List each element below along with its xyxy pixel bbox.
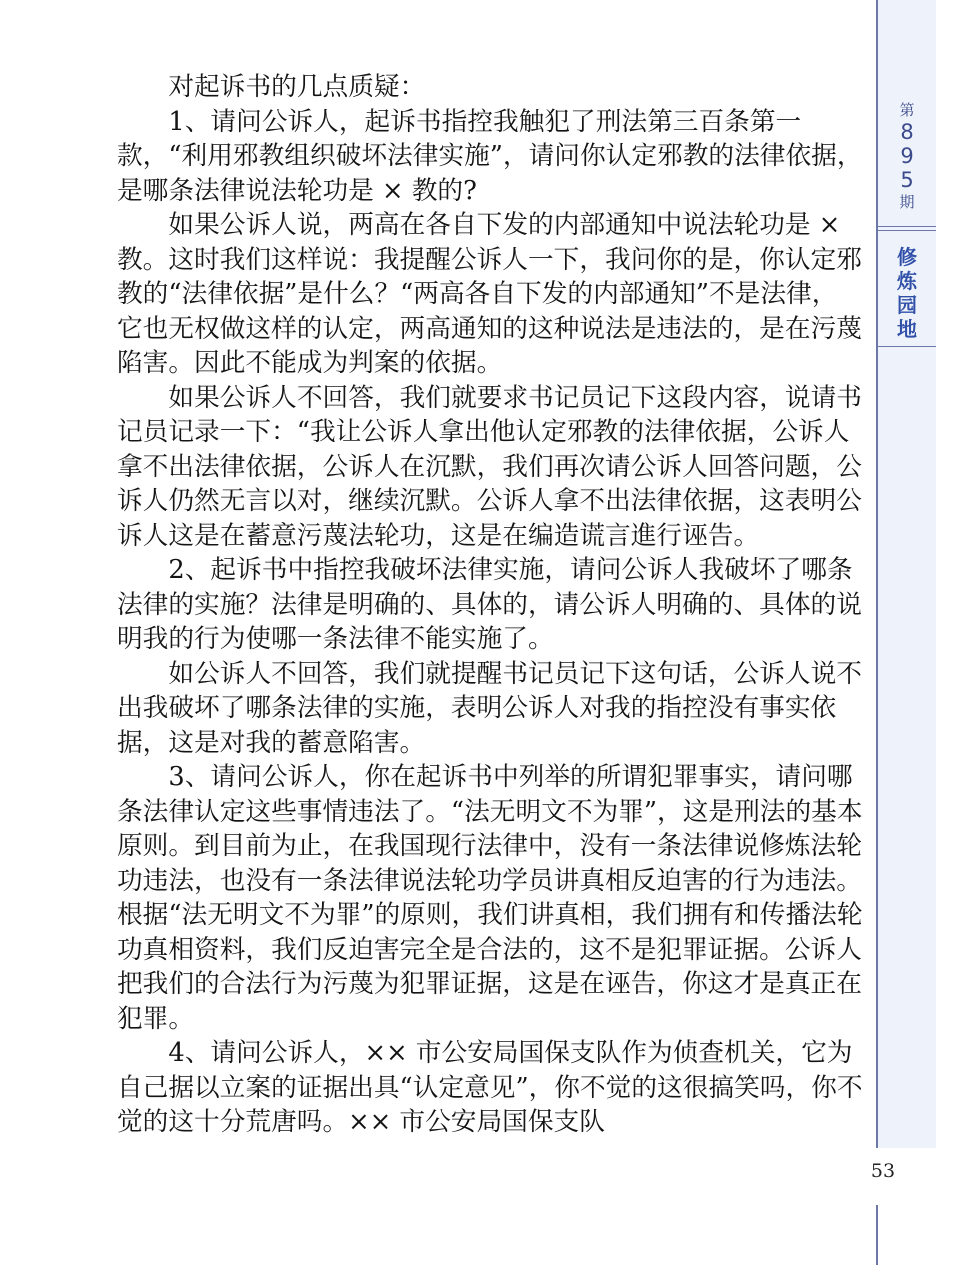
issue-suffix: 期 (899, 193, 915, 211)
article-body (117, 70, 863, 1140)
section-char: 园 (897, 293, 917, 317)
page-number: 53 (870, 1160, 896, 1182)
issue-prefix: 第 (899, 101, 915, 119)
section-char: 地 (897, 317, 917, 341)
section-char: 炼 (897, 269, 917, 293)
paragraph: 如果公诉人说，两高在各自下发的内部通知中说法轮功是 × 教。这时我们这样说：我提醒公诉人一下，我问你的是，你认定邪教的“法律依据”是什么？“两高各自下发的内部通知”不是法律，它也无权做这样的认定，两高通知的这种说法是违法的，是在污蔑陷害。因此不能成为判案的依据。 (117, 210, 862, 378)
issue-number (878, 100, 936, 224)
paragraph: 对起诉书的几点质疑： (168, 72, 426, 102)
issue-digit: 8 (900, 120, 914, 144)
paragraph: 4、请问公诉人，×× 市公安局国保支队作为侦查机关，它为自己据以立案的证据出具“认定意见”，你不觉的这很搞笑吗，你不觉的这十分荒唐吗。×× 市公安局国保支队 (117, 1038, 863, 1137)
sidebar-divider-line-bottom (876, 1205, 878, 1265)
paragraph: 2、起诉书中指控我破坏法律实施，请问公诉人我破坏了哪条法律的实施？法律是明确的、具体的，请公诉人明确的、具体的说明我的行为使哪一条法律不能实施了。 (117, 555, 862, 654)
paragraph: 如公诉人不回答，我们就提醒书记员记下这句话，公诉人说不出我破坏了哪条法律的实施，表明公诉人对我的指控没有事实依据，这是对我的蓄意陷害。 (117, 658, 862, 758)
sidebar-rule (878, 346, 936, 347)
paragraph: 3、请问公诉人，你在起诉书中列举的所谓犯罪事实，请问哪条法律认定这些事情违法了。“法无明文不为罪”，这是刑法的基本原则。到目前为止，在我国现行法律中，没有一条法律说修炼法轮功违法，也没有一条法律说法轮功学员讲真相反迫害的行为违法。根据“法无明文不为罪”的原则，我们讲真相，我们拥有和传播法轮功真相资料，我们反迫害完全是合法的，这不是犯罪证据。公诉人把我们的合法行为污蔑为犯罪证据，这是在诬告，你这才是真正在犯罪。 (117, 762, 863, 1034)
section-char: 修 (897, 245, 917, 269)
sidebar-rule (878, 226, 936, 227)
sidebar-rule (878, 230, 936, 231)
issue-digit: 5 (900, 168, 914, 192)
section-title (878, 245, 936, 341)
issue-digit: 9 (900, 144, 914, 168)
paragraph: 1、请问公诉人，起诉书指控我触犯了刑法第三百条第一款，“利用邪教组织破坏法律实施”，请问你认定邪教的法律依据，是哪条法律说法轮功是 × 教的? (117, 106, 863, 206)
paragraph: 如果公诉人不回答，我们就要求书记员记下这段内容，说请书记员记录一下：“我让公诉人拿出他认定邪教的法律依据，公诉人拿不出法律依据，公诉人在沉默，我们再次请公诉人回答问题，公诉人仍然无言以对，继续沉默。公诉人拿不出法律依据，这表明公诉人这是在蓄意污蔑法轮功，这是在编造谎言進行诬告。 (117, 382, 862, 551)
